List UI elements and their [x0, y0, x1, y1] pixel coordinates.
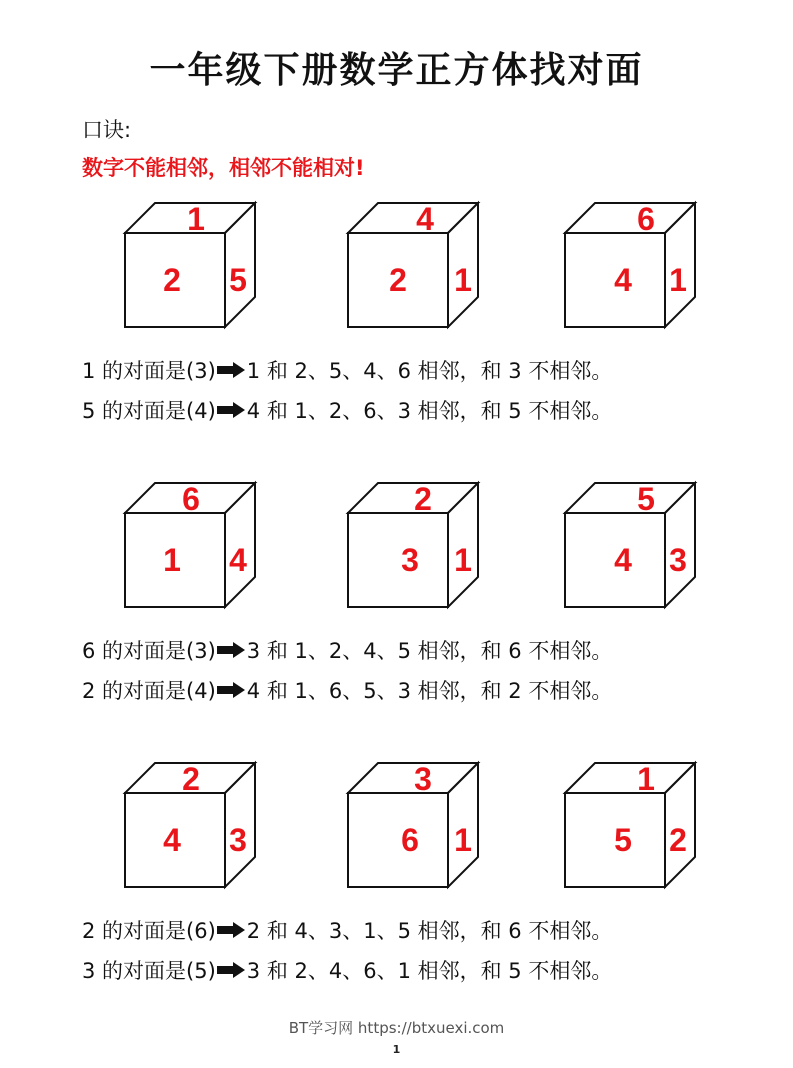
cube-right-number: 1 — [454, 822, 472, 858]
explanation-line — [82, 635, 612, 665]
arrow-right-icon — [217, 362, 245, 378]
cube-top-number: 6 — [182, 481, 200, 517]
opposite-statement: 6 的对面是(3) — [82, 639, 216, 663]
cube-front-number: 2 — [163, 262, 181, 298]
cube-right-number: 3 — [229, 822, 247, 858]
footer-watermark: BT学习网 https://btxuexi.com — [288, 1019, 505, 1037]
cube-front-number: 6 — [401, 822, 419, 858]
explanation-line — [82, 915, 612, 945]
explanation-line — [82, 395, 612, 425]
cube-right-number: 5 — [229, 262, 247, 298]
cube-front-number: 4 — [614, 542, 632, 578]
cube-top-number: 1 — [187, 201, 205, 237]
arrow-right-icon — [217, 642, 245, 658]
cube-right-number: 1 — [454, 542, 472, 578]
arrow-right-icon — [217, 682, 245, 698]
cube-right-number: 3 — [669, 542, 687, 578]
cube-top-number: 4 — [416, 201, 434, 237]
opposite-statement: 2 的对面是(6) — [82, 919, 216, 943]
rhyme-label: 口诀: — [82, 118, 132, 142]
adjacency-statement: 3 和 1、2、4、5 相邻，和 6 不相邻。 — [246, 639, 613, 663]
cube-front-number: 4 — [163, 822, 181, 858]
cube-top-number: 1 — [637, 761, 655, 797]
cube-front-number: 3 — [401, 542, 419, 578]
rhyme-text: 数字不能相邻，相邻不能相对! — [82, 156, 365, 180]
adjacency-statement: 1 和 2、5、4、6 相邻，和 3 不相邻。 — [246, 359, 613, 383]
adjacency-statement: 3 和 2、4、6、1 相邻，和 5 不相邻。 — [246, 959, 613, 983]
cube-right-number: 2 — [669, 822, 687, 858]
page-title: 一年级下册数学正方体找对面 — [149, 50, 644, 91]
cube-diagram — [125, 203, 695, 327]
explanation-line — [82, 675, 612, 705]
cube-top-number: 2 — [182, 761, 200, 797]
cube-top-number: 5 — [637, 481, 655, 517]
cube-front-number: 5 — [614, 822, 632, 858]
adjacency-statement: 2 和 4、3、1、5 相邻，和 6 不相邻。 — [246, 919, 613, 943]
adjacency-statement: 4 和 1、2、6、3 相邻，和 5 不相邻。 — [246, 399, 613, 423]
cube-top-number: 2 — [414, 481, 432, 517]
cube-top-number: 6 — [637, 201, 655, 237]
cube-right-number: 1 — [454, 262, 472, 298]
arrow-right-icon — [217, 962, 245, 978]
opposite-statement: 5 的对面是(4) — [82, 399, 216, 423]
cube-top-number: 3 — [414, 761, 432, 797]
explanation-line — [82, 955, 612, 985]
opposite-statement: 3 的对面是(5) — [82, 959, 216, 983]
opposite-statement: 2 的对面是(4) — [82, 679, 216, 703]
explanation-line — [82, 355, 612, 385]
arrow-right-icon — [217, 402, 245, 418]
cube-front-number: 2 — [389, 262, 407, 298]
cube-right-number: 1 — [669, 262, 687, 298]
page-number: 1 — [392, 1043, 401, 1056]
cube-front-number: 4 — [614, 262, 632, 298]
cube-front-number: 1 — [163, 542, 181, 578]
arrow-right-icon — [217, 922, 245, 938]
opposite-statement: 1 的对面是(3) — [82, 359, 216, 383]
adjacency-statement: 4 和 1、6、5、3 相邻，和 2 不相邻。 — [246, 679, 613, 703]
cube-right-number: 4 — [229, 542, 247, 578]
